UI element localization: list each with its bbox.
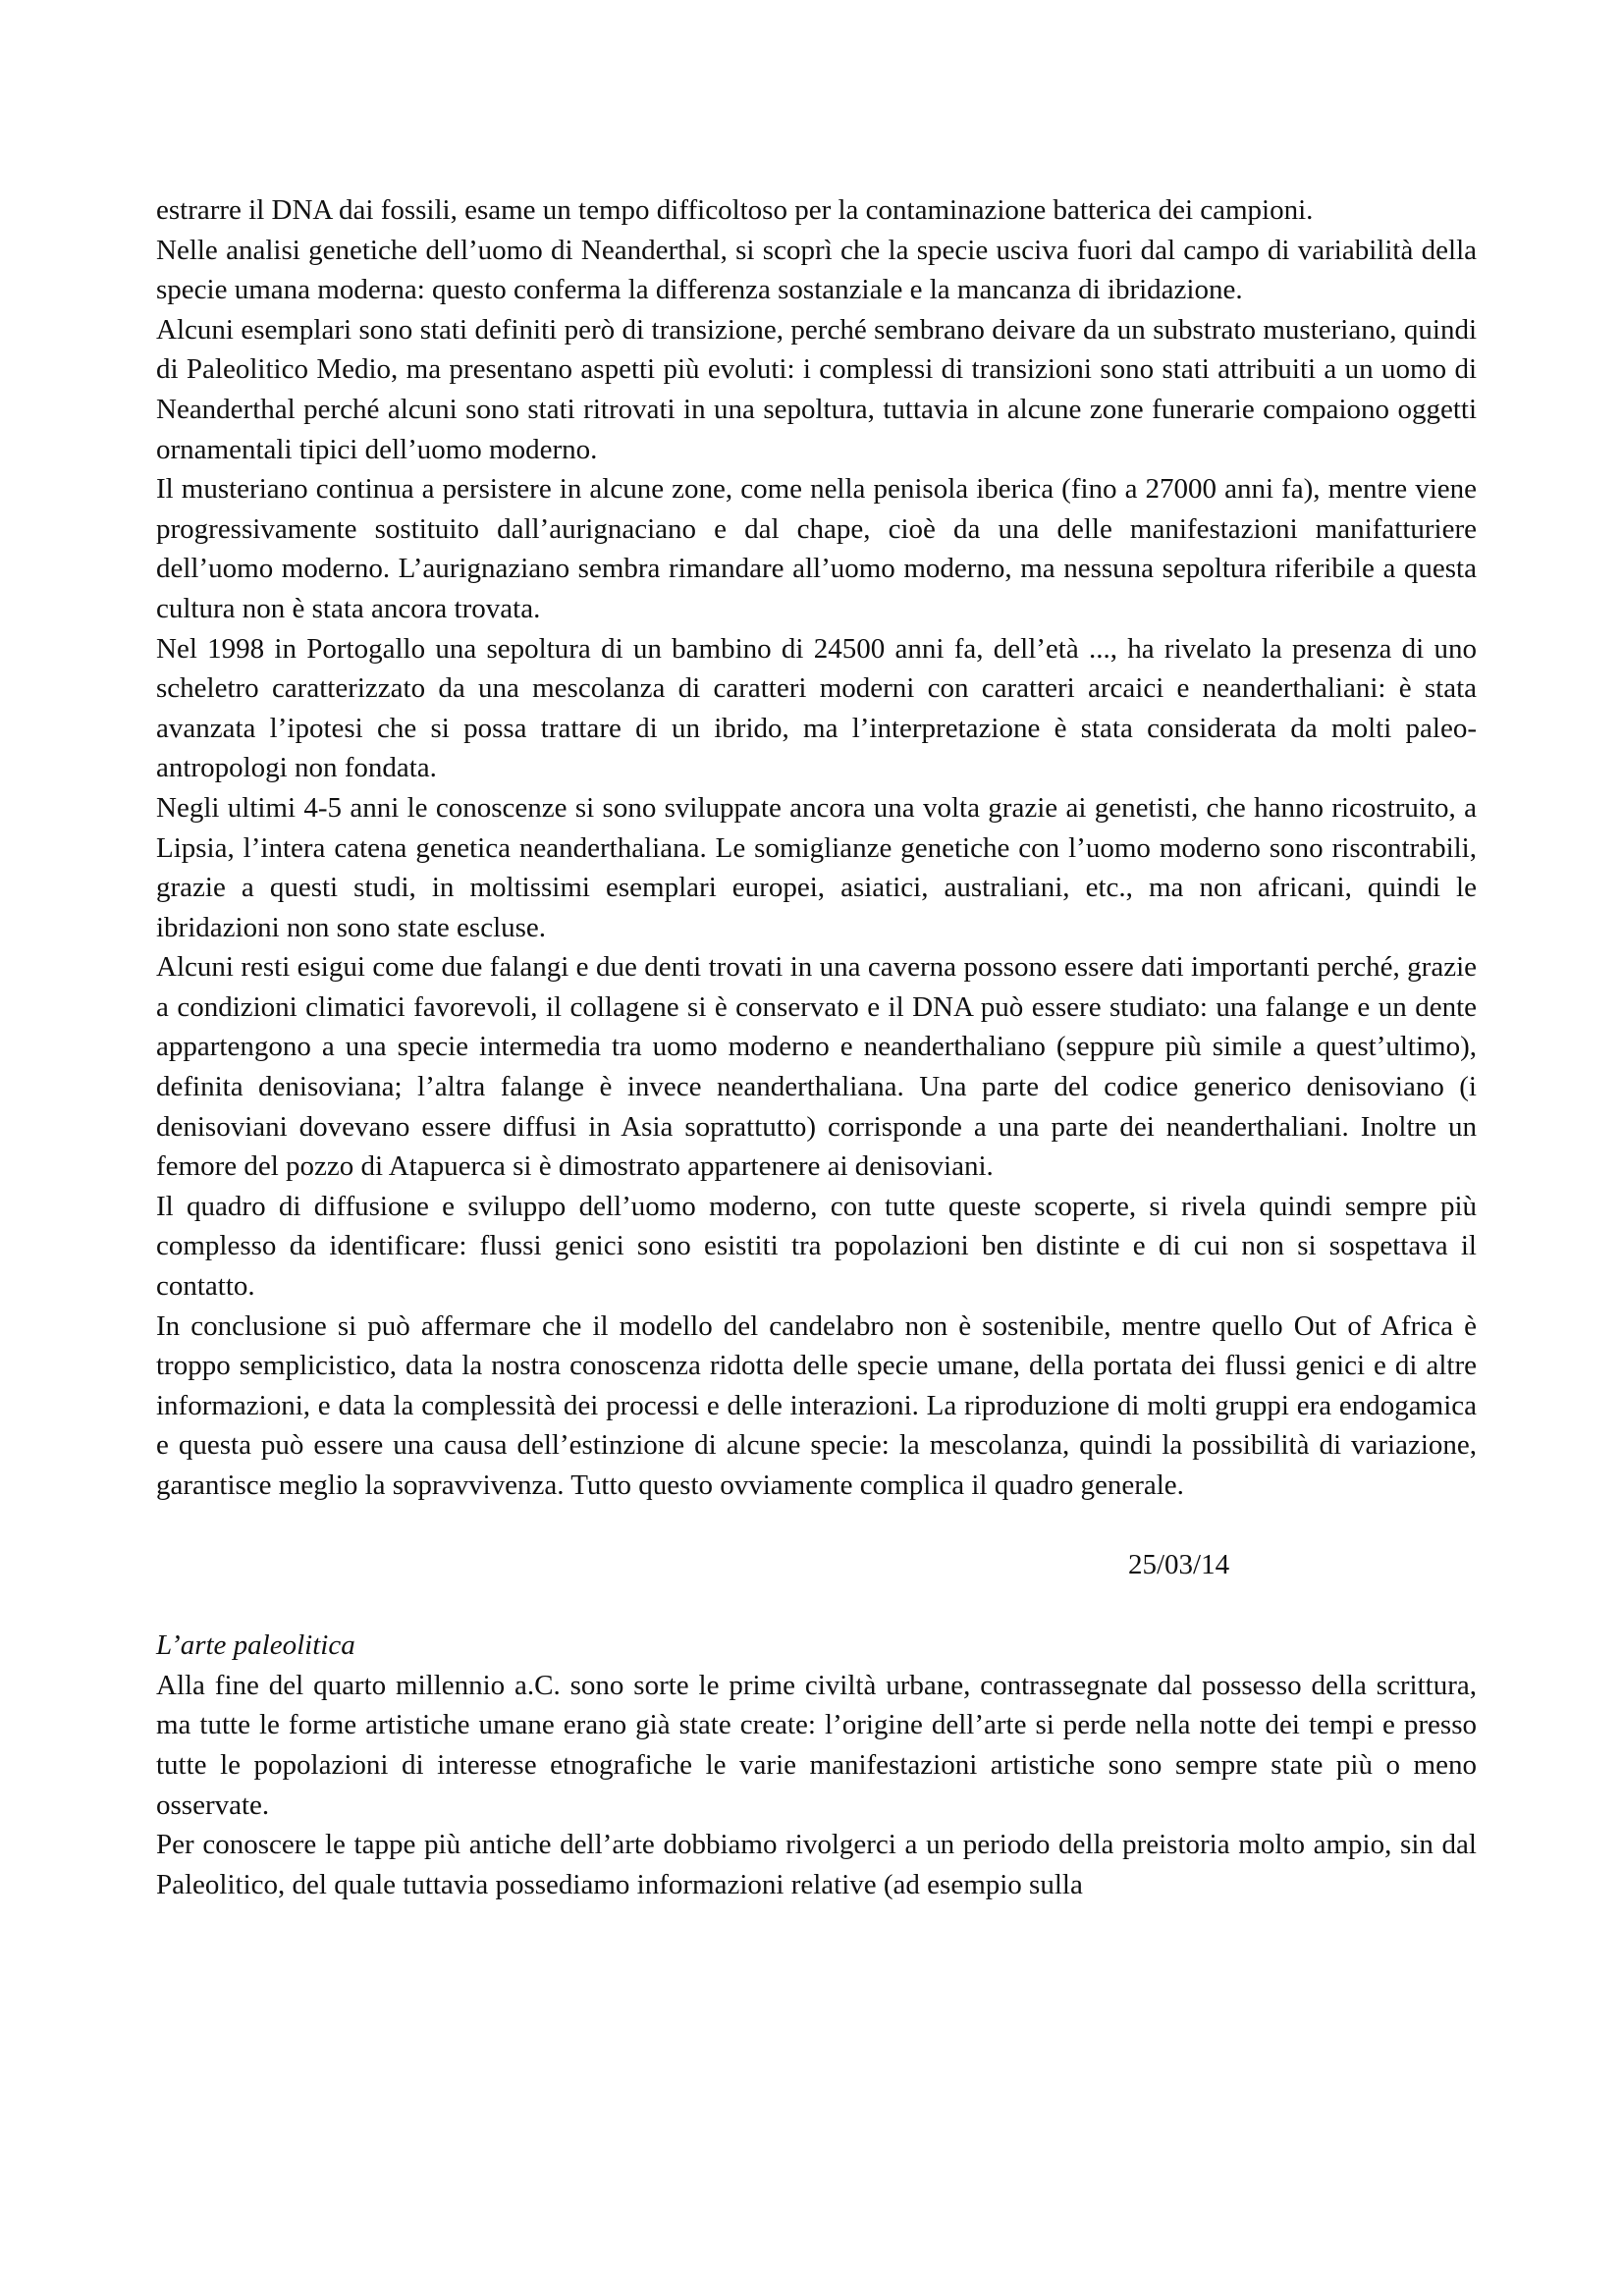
document-page bbox=[156, 190, 1477, 1904]
paragraph-musterian: Il musteriano continua a persistere in alcune zone, come nella penisola iberica (fino a 27000 anni fa), mentre viene progressivamente sostituito dall’aurignaciano e dal chape, cioè da una delle manifestazioni manifatturiere dell’uomo moderno. L’aurignaziano sembra rimandare all’uomo moderno, ma nessuna sepoltura riferibile a questa cultura non è stata ancora trovata. bbox=[156, 473, 1477, 624]
lecture-date: 25/03/14 bbox=[1128, 1548, 1230, 1580]
section-title: L’arte paleolitica bbox=[156, 1629, 355, 1662]
paragraph-neanderthal-genetics: Nelle analisi genetiche dell’uomo di Neanderthal, si scoprì che la specie usciva fuori dal campo di variabilità della specie umana moderna: questo conferma la differenza sostanziale e la mancanza di ibridazione. bbox=[156, 234, 1477, 306]
paragraph-dna-fossils: estrarre il DNA dai fossili, esame un tempo difficoltoso per la contaminazione batterica dei campioni. bbox=[156, 194, 1314, 226]
paragraph-conclusion: In conclusione si può affermare che il modello del candelabro non è sostenibile, mentre quello Out of Africa è troppo semplicistico, data la nostra conoscenza ridotta delle specie umane, della portata dei flussi genici e di altre informazioni, e data la complessità dei processi e delle interazioni. La riproduzione di molti gruppi era endogamica e questa può essere una causa dell’estinzione di alcune specie: la mescolanza, quindi la possibilità di variazione, garantisce meglio la sopravvivenza. Tutto questo ovviamente complica il quadro generale. bbox=[156, 1309, 1477, 1501]
paragraph-denisovans: Alcuni resti esigui come due falangi e due denti trovati in una caverna possono essere dati importanti perché, grazie a condizioni climatici favorevoli, il collagene si è conservato e il DNA può essere studiato: una falange e un dente appartengono a una specie intermedia tra uomo moderno e neanderthaliano (seppure più simile a quest’ultimo), definita denisoviana; l’altra falange è invece neanderthaliana. Una parte del codice generico denisoviano (i denisoviani dovevano essere diffusi in Asia soprattutto) corrisponde a una parte dei neanderthaliani. Inoltre un femore del pozzo di Atapuerca si è dimostrato appartenere ai denisoviani. bbox=[156, 951, 1477, 1183]
paragraph-urban-civilizations: Alla fine del quarto millennio a.C. sono sorte le prime civiltà urbane, contrassegnate dal possesso della scrittura, ma tutte le forme artistiche umane erano già state create: l’origine dell’arte si perde nella notte dei tempi e presso tutte le popolazioni di interesse etnografiche le varie manifestazioni artistiche sono sempre state più o meno osservate. bbox=[156, 1669, 1477, 1821]
paragraph-transition-specimens: Alcuni esemplari sono stati definiti però di transizione, perché sembrano deivare da un substrato musteriano, quindi di Paleolitico Medio, ma presentano aspetti più evoluti: i complessi di transizioni sono stati attribuiti a un uomo di Neanderthal perché alcuni sono stati ritrovati in una sepoltura, tuttavia in alcune zone funerarie compaiono oggetti ornamentali tipici dell’uomo moderno. bbox=[156, 313, 1477, 465]
paragraph-portugal-burial: Nel 1998 in Portogallo una sepoltura di un bambino di 24500 anni fa, dell’età ..., ha rivelato la presenza di uno scheletro caratterizzato da una mescolanza di caratteri moderni con caratteri arcaici e neanderthaliani: è stata avanzata l’ipotesi che si possa trattare di un ibrido, ma l’interpretazione è stata considerata da molti paleo-antropologi non fondata. bbox=[156, 632, 1477, 784]
paragraph-paleolithic-art: Per conoscere le tappe più antiche dell’arte dobbiamo rivolgerci a un periodo della preistoria molto ampio, sin dal Paleolitico, del quale tuttavia possediamo informazioni relative (ad esempio sulla bbox=[156, 1829, 1477, 1900]
paragraph-diffusion-picture: Il quadro di diffusione e sviluppo dell’uomo moderno, con tutte queste scoperte, si rivela quindi sempre più complesso da identificare: flussi genici sono esistiti tra popolazioni ben distinte e di cui non si sospettava il contatto. bbox=[156, 1190, 1477, 1303]
paragraph-leipzig-genome: Negli ultimi 4-5 anni le conoscenze si sono sviluppate ancora una volta grazie ai genetisti, che hanno ricostruito, a Lipsia, l’intera catena genetica neanderthaliana. Le somiglianze genetiche con l’uomo moderno sono riscontrabili, grazie a questi studi, in moltissimi esemplari europei, asiatici, australiani, etc., ma non africani, quindi le ibridazioni non sono state escluse. bbox=[156, 791, 1477, 943]
